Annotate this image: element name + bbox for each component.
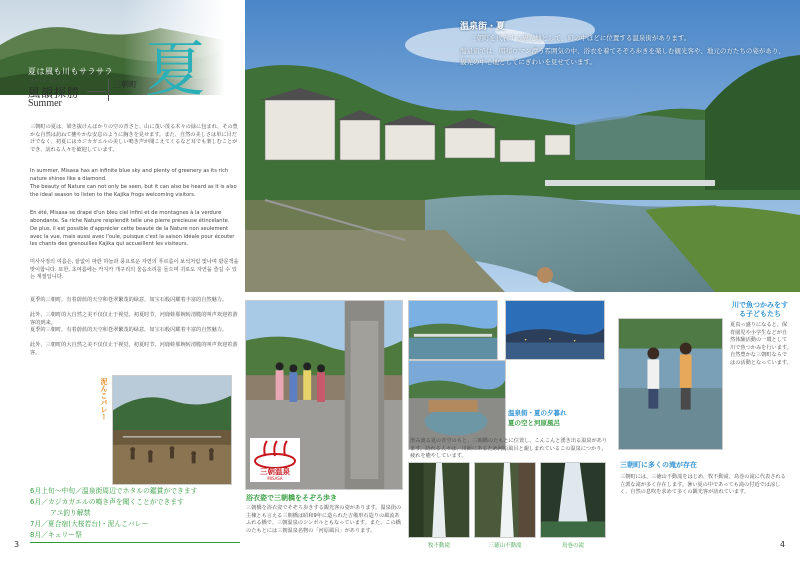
- mud-volleyball-label: 泥んこバレー: [100, 378, 108, 420]
- header-divider: [87, 91, 107, 92]
- body-french-1: En été, Misasa se drape d'un bleu ciel infini et de montagnes à la verdure abondante. Sa riche Nature resplendit telle une pierre précieuse étincelante.: [30, 210, 230, 224]
- yukata-text: 三朝橋を浴衣姿でそぞろ歩きする観光客の姿があります。温泉街の主棟とも言える三朝橋は昭和9年に造られた吉備形石造りの風流あふれる橋で、三朝温泉のシンボルともなっています。また、この橋のたもとには三朝温泉名物の「河原風呂」があります。: [246, 505, 402, 534]
- waterfall-photo-mitoku: [474, 462, 536, 538]
- event-item: アユ釣り解禁: [50, 509, 91, 517]
- body-japanese: 三朝町の夏は、梁き抜けんばかりの空の青さと、山に茂い茂る木々の緑に包まれ、その豊かな自然は訪ねて癒やかな安息のように胸きを見せます。また、自然の美しさは単に目だけでなく、初夏にはカジカガエルの美しい鳴き声が聞こえてくるなど耳でも楽しむことができ、訪れる人々を歓迎しています。: [30, 124, 238, 153]
- riverside-bath-photo: [408, 360, 506, 450]
- mud-volleyball-photo: [112, 375, 232, 485]
- evening-caption-1: 温泉街・夏の夕暮れ: [508, 409, 567, 417]
- header-furigana: ふう いん たん しょう: [30, 78, 70, 83]
- evening-river-photo: [505, 300, 605, 360]
- waterfall-photo-torimaki: [540, 462, 606, 538]
- evening-caption-2: 夏の空と河原風呂: [508, 419, 560, 427]
- body-french-2: De plus, il est possible d'apprécier cette beauté de la Nature non seulement avec la vue, mais aussi avec l'ouïe, puisque c'est la saison idéale pour écouter les chants des grenouilles Kajika qui accueillent les visiteurs.: [30, 226, 235, 248]
- header-title: 風韻探勝: [28, 86, 81, 100]
- season-en: Summer: [28, 98, 62, 109]
- events-list: [30, 486, 240, 541]
- bridge-river-photo: [408, 300, 498, 360]
- town-box: [108, 79, 143, 101]
- waterfall-label-torimaki: 鳥巻の滝: [561, 543, 584, 549]
- town-name: 三朝町: [113, 80, 137, 89]
- misasa-onsen-sign: [250, 438, 300, 482]
- header-tagline: 夏は風も川もサラサラ: [28, 67, 113, 76]
- waterfall-label-maki: 牧不動滝: [427, 543, 450, 549]
- body-chinese-1: 夏季的三朝町，有着蔚蓝的天空和苍翠繁茂的绿意，如宝石般闪耀着丰富的自然魅力。: [30, 297, 228, 303]
- events-underline: [30, 542, 240, 543]
- page-number-left: 3: [14, 540, 20, 549]
- body-english-2: The beauty of Nature can not only be seen, but it can also be heard as it is also the ideal season to listen to the Kajika frogs welcoming visitors.: [30, 184, 237, 198]
- evening-text: 澄み渡る夏の青空のもと、三朝橋のたもとに位置し、こんこんと湧き出る温泉があります。訪れる人々は、川面にあるため河原風呂と親しまれているこの温泉につかり、疲れを癒やしています。: [410, 438, 608, 460]
- onsen-town-river-photo: [245, 0, 800, 292]
- season-kanji: 夏: [145, 35, 205, 105]
- onsen-text-1: 三朝町を代表する観光地として、町の中ほどに位置する温泉街があります。: [470, 34, 691, 42]
- kids-fishing-photo: [618, 318, 723, 450]
- onsen-text-2: 温泉街では、昭和ロマン漂う雰囲気の中、浴衣を着てそぞろ歩きを楽しむ観光客や、地元の方たちの姿があり、観光の中心地としてにぎわいを見せています。: [460, 47, 785, 66]
- event-item: 6月／カジカガエルの鳴き声を聞くことができます: [30, 498, 184, 506]
- onsen-heading: 温泉街・夏: [460, 22, 506, 32]
- town-roman: Misasa-cho: [113, 90, 133, 94]
- waterfall-text: 三朝町には、三徳山不動滝をはじめ、牧不動滝、鳥巻の滝に代表される立派な滝が多く存在します。暑い夏の中であっても滝の付近では涼しく、自然の息吹を求めて多くの観光客が訪れています。: [620, 474, 786, 496]
- yukata-caption: 浴衣姿で三朝橋をそぞろ歩き: [246, 494, 337, 502]
- kids-text: 夏真っ盛りになると、保育園児や小学生などが自然体験活動の一環として川で魚つかみを行います。自然豊かな三朝町ならではの活動となっています。: [730, 322, 792, 366]
- body-korean: 미사사정의 여름은, 끝없이 파란 하늘과 풍요로운 자연의 푸르름이 보석처럼 빛나며 방문객을 맞이합니다. 또한, 초여름에는 카지카 개구리의 울음소리를 들으며 귀로도 자연을 즐길 수 있는 계절입니다.: [30, 259, 239, 281]
- event-item: 6月上旬〜中旬／温泉街周辺でホタルの鑑賞ができます: [30, 487, 198, 495]
- kids-heading: 川で魚つかみをする子どもたち: [732, 301, 788, 318]
- body-chinese-2: 此外，三朝町的大自然之美不仅仅止于视觉，初夏时节，河鹿蛙那婉转清脆的叫声欢迎着游客的到来。: [30, 312, 238, 326]
- body-english-1: In summer, Misasa has an infinite blue sky and plenty of greenery as its rich nature shines like a diamond.: [30, 168, 229, 182]
- body-chinese-4: 此外，三朝町的大自然之美不仅仅止于视觉，初夏时节，河鹿蛙那婉转清脆的叫声欢迎着游客。: [30, 342, 238, 356]
- sign-sub-text: MISASA: [267, 476, 283, 481]
- page-number-right: 4: [780, 540, 786, 549]
- left-page: [0, 0, 245, 565]
- waterfall-photo-maki: [408, 462, 470, 538]
- event-item: 7月／夏合宿(大桜若台)・泥んこバレー: [30, 520, 149, 528]
- body-chinese-3: 夏季的三朝町，有着蔚蓝的天空和苍翠繁茂的绿意，如宝石般闪耀着丰富的自然魅力。: [30, 327, 228, 333]
- event-item: 8月／キュリー祭: [30, 531, 82, 539]
- sign-main-text: 三朝温泉: [260, 467, 290, 476]
- waterfall-heading: 三朝町に多くの滝が存在: [620, 461, 697, 469]
- waterfall-label-mitoku: 三徳山不動滝: [488, 543, 522, 549]
